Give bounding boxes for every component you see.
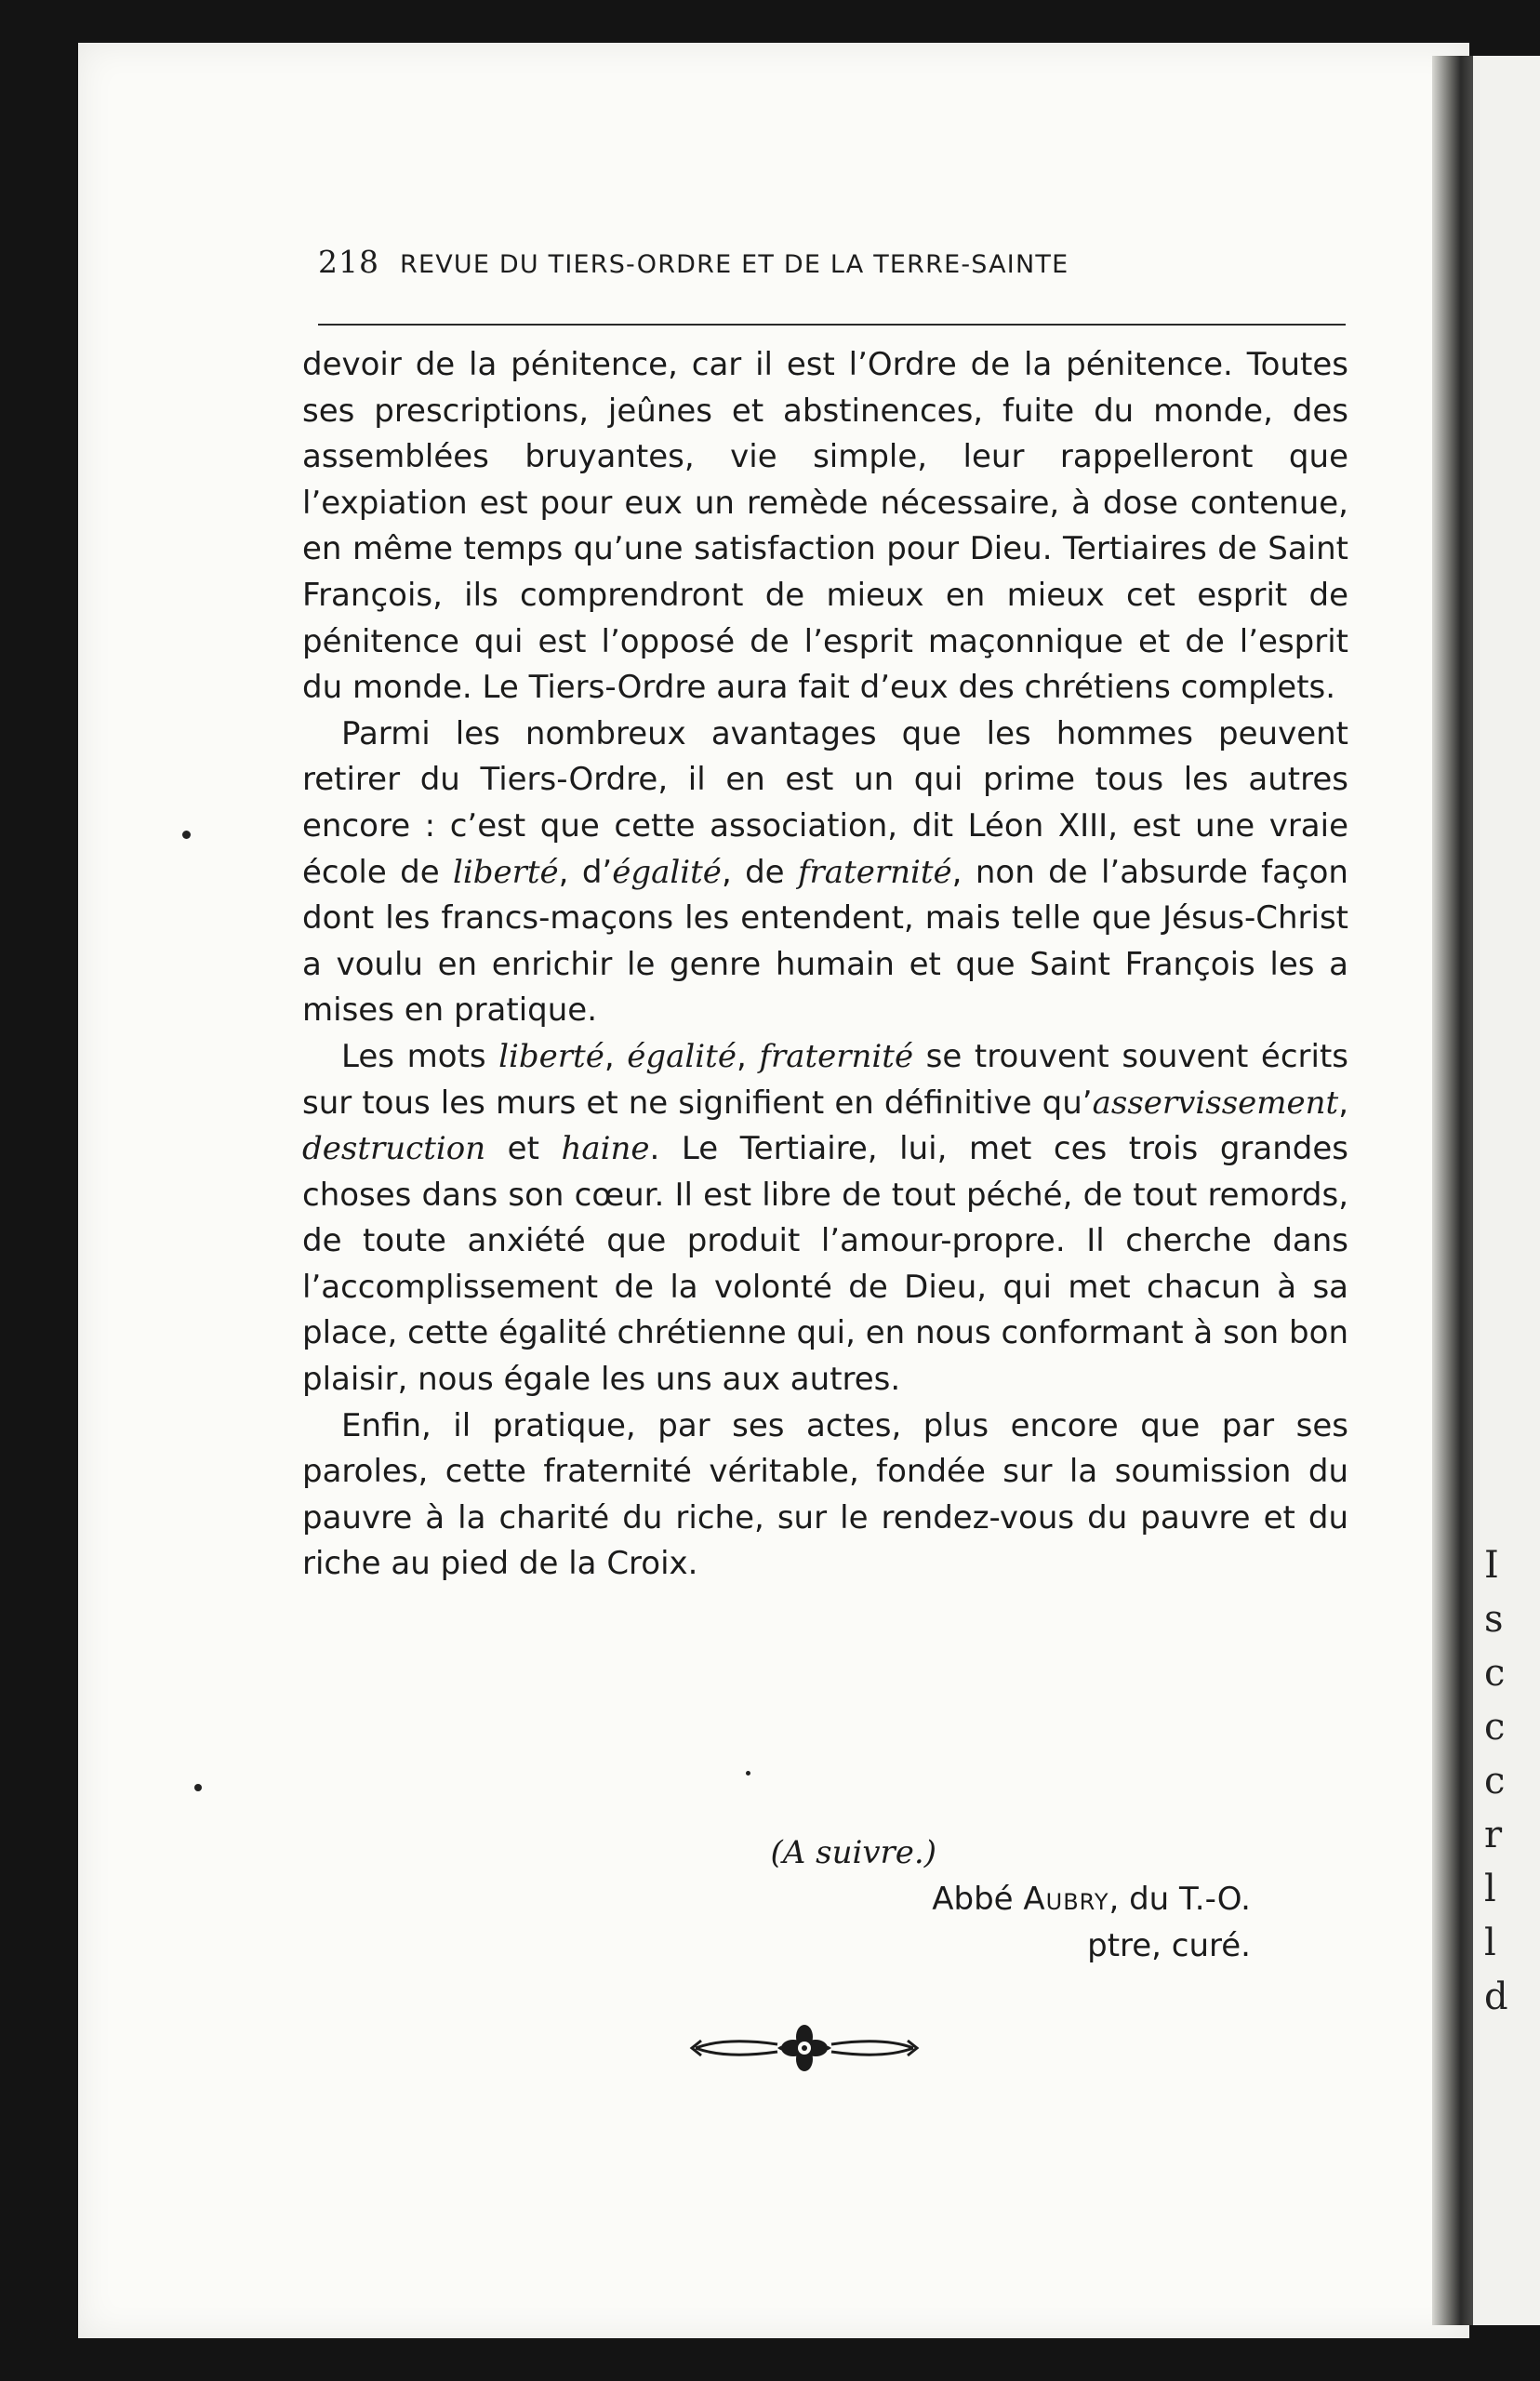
facing-page-fragment: I: [1484, 1544, 1499, 1587]
book-gutter: [1432, 56, 1473, 2325]
article-body: [302, 342, 1348, 1588]
text-segment: devoir de la pénitence, car il est l’Ordre de la pénitence. Toutes ses prescriptions, jeûnes et abstinences, fuite du monde, des assemblées bruyantes, vie simple, leur rappelleront que l’expiation est pour eux un remède nécessaire, à dose contenue, en même temps qu’une satisfaction pour Dieu. Tertiaires de Saint François, ils comprendront de mieux en mieux cet esprit de pénitence qui est l’opposé de l’esprit maçonnique et de l’esprit du monde. Le Tiers-Ordre aura fait d’eux des chrétiens complets.: [302, 346, 1348, 707]
italic-term: égalité: [612, 853, 722, 891]
running-title: REVUE DU TIERS-ORDRE ET DE LA TERRE-SAINTE: [400, 250, 1069, 279]
italic-term: fraternité: [759, 1037, 914, 1075]
page-header: [318, 244, 1346, 290]
facing-page-fragment: s: [1484, 1598, 1504, 1641]
author-suffix: , du T.-O.: [1109, 1881, 1251, 1918]
floral-tailpiece-icon: [688, 2016, 921, 2072]
page-number: 218: [318, 244, 379, 280]
italic-term: liberté: [453, 853, 559, 891]
body-paragraph: [302, 1034, 1348, 1403]
facing-page-fragment: d: [1484, 1975, 1508, 2018]
body-paragraph: [302, 342, 1348, 712]
text-segment: , de: [721, 853, 798, 891]
facing-page-fragment: c: [1484, 1706, 1506, 1749]
italic-term: liberté: [498, 1037, 604, 1075]
header-rule: [318, 324, 1346, 326]
signature-block: [302, 1829, 1251, 1969]
text-segment: ,: [736, 1037, 760, 1075]
text-segment: ,: [1338, 1084, 1348, 1122]
to-be-continued: (A suivre.): [770, 1834, 936, 1871]
text-segment: Parmi les nombreux avantages que les hommes peuvent retirer du Tiers-Ordre, il en est un qui prime tous les autres encore : c’est que cette association, dit Léon XIII, est une vraie école de: [302, 714, 1348, 891]
text-segment: et: [485, 1130, 562, 1168]
text-segment: , non de l’absurde façon dont les francs-maçons les entendent, mais telle que Jésus-Christ a voulu en enrichir le genre humain et que Saint François les a mises en pratique.: [302, 853, 1348, 1030]
author-prefix: Abbé: [932, 1881, 1024, 1918]
paper-speck: [194, 1784, 202, 1791]
italic-term: asservissement: [1092, 1084, 1339, 1122]
text-segment: , d’: [558, 853, 613, 891]
facing-page-fragment: r: [1484, 1814, 1503, 1856]
text-segment: se trouvent souvent écrits sur tous les murs et ne signifient en définitive qu’: [302, 1037, 1349, 1122]
facing-page-fragment: c: [1484, 1760, 1506, 1802]
body-paragraph: [302, 712, 1348, 1034]
facing-page-edge: [1473, 56, 1540, 2325]
text-segment: . Le Tertiaire, lui, met ces trois grandes choses dans son cœur. Il est libre de tout péché, de tout remords, de toute anxiété que produit l’amour-propre. Il cherche dans l’accomplissement de la volonté de Dieu, qui met chacun à sa place, cette égalité chrétienne qui, en nous conformant à son bon plaisir, nous égale les uns aux autres.: [302, 1130, 1348, 1399]
author-title: ptre, curé.: [1087, 1927, 1251, 1964]
author-name: Aubry: [1023, 1881, 1109, 1918]
body-paragraph: [302, 1403, 1348, 1588]
italic-term: destruction: [302, 1130, 486, 1168]
facing-page-fragment: c: [1484, 1652, 1506, 1695]
facing-page-fragment: l: [1484, 1922, 1496, 1964]
text-segment: Enfin, il pratique, par ses actes, plus encore que par ses paroles, cette fraternité véritable, fondée sur la soumission du pauvre à la charité du riche, sur le rendez-vous du pauvre et du riche au pied de la Croix.: [302, 1406, 1348, 1583]
paper-speck: [182, 831, 191, 839]
text-segment: Les mots: [341, 1037, 499, 1075]
text-segment: ,: [604, 1037, 628, 1075]
author-line: [302, 1876, 1251, 1922]
italic-term: égalité: [627, 1037, 737, 1075]
paper-speck: [746, 1771, 750, 1776]
italic-term: haine: [561, 1130, 650, 1168]
facing-page-fragment: l: [1484, 1868, 1496, 1910]
italic-term: fraternité: [797, 853, 952, 891]
